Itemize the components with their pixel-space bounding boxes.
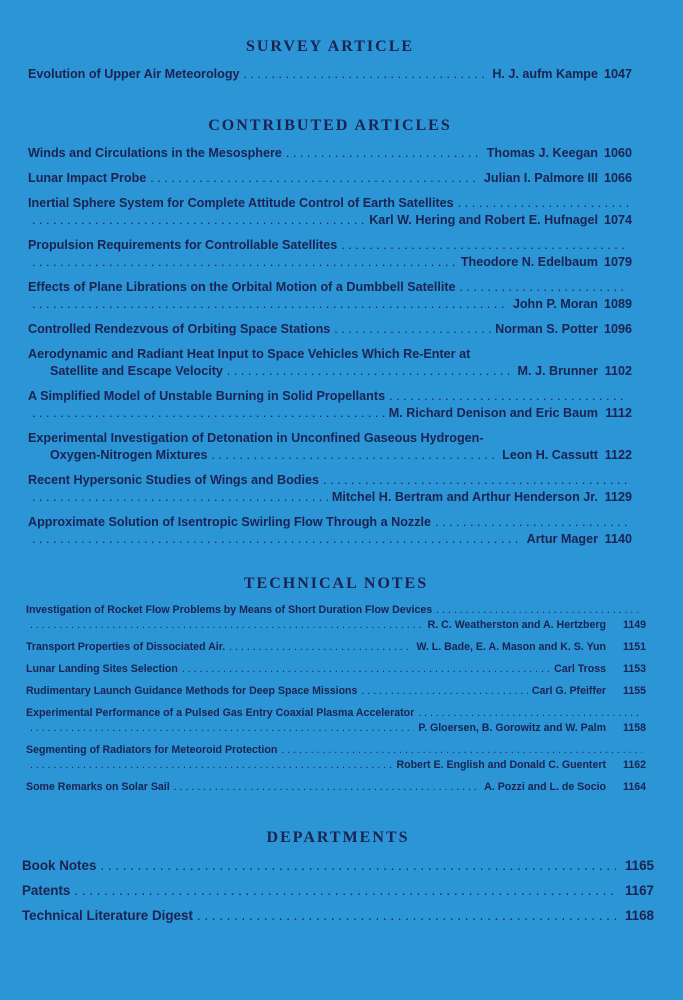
entry-title: Experimental Investigation of Detonation in Unconfined Gaseous Hydrogen- xyxy=(28,431,484,445)
entry-title: Investigation of Rocket Flow Problems by Means of Short Duration Flow Devices xyxy=(26,604,433,616)
toc-entry xyxy=(26,780,646,795)
toc-entry xyxy=(26,684,646,699)
entry-author-row xyxy=(26,758,646,773)
entry-title-row xyxy=(26,603,646,618)
entry-authors: M. J. Brunner xyxy=(517,364,598,378)
entry-authors: W. L. Bade, E. A. Mason and K. S. Yun xyxy=(416,641,606,653)
toc-entry xyxy=(22,857,654,875)
entry-title-row xyxy=(26,743,646,758)
entry-authors: H. J. aufm Kampe xyxy=(492,67,598,81)
entry-title-row xyxy=(26,684,646,699)
dot-leader xyxy=(197,907,616,925)
dot-leader xyxy=(361,684,527,699)
entry-title: Book Notes xyxy=(22,858,97,873)
dot-leader xyxy=(418,706,642,721)
entry-title-row xyxy=(22,857,654,875)
entry-page-number: 1164 xyxy=(623,781,646,793)
toc-entry xyxy=(26,662,646,677)
toc-entry xyxy=(26,603,646,633)
toc-entry xyxy=(28,145,632,162)
entry-title: Controlled Rendezvous of Orbiting Space Stations xyxy=(28,322,331,336)
entry-authors: Mitchel H. Bertram and Arthur Henderson Jr. xyxy=(331,490,598,504)
entry-title: Inertial Sphere System for Complete Attitude Control of Earth Satellites xyxy=(28,196,454,210)
dot-leader xyxy=(244,66,489,83)
dot-leader xyxy=(32,212,365,229)
toc-entry xyxy=(28,66,632,83)
dot-leader xyxy=(281,743,642,758)
entry-authors: Norman S. Potter xyxy=(495,322,598,336)
entry-title: Rudimentary Launch Guidance Methods for Deep Space Missions xyxy=(26,685,358,697)
entry-title: Technical Literature Digest xyxy=(22,908,193,923)
toc-entry xyxy=(28,321,632,338)
dot-leader xyxy=(286,145,483,162)
entry-page-number: 1149 xyxy=(623,619,646,631)
toc-entry xyxy=(28,346,632,380)
toc-entry xyxy=(28,472,632,506)
toc-entry xyxy=(28,170,632,187)
entry-authors: Thomas J. Keegan xyxy=(486,146,598,160)
survey-article-section xyxy=(28,38,632,83)
entry-page-number: 1074 xyxy=(603,213,632,227)
entry-page-number: 1089 xyxy=(603,297,632,311)
entry-title-row xyxy=(28,195,632,212)
dot-leader xyxy=(389,388,628,405)
technical-notes-section xyxy=(26,575,646,802)
entry-page-number: 1140 xyxy=(604,532,632,546)
toc-entry xyxy=(26,743,646,773)
dot-leader xyxy=(74,882,616,900)
entry-page-number: 1165 xyxy=(624,858,654,873)
entry-title-row xyxy=(28,430,632,447)
contributed-articles-section xyxy=(28,117,632,556)
entry-author-row xyxy=(28,212,632,229)
dot-leader xyxy=(32,405,385,422)
entry-title-row xyxy=(28,279,632,296)
dot-leader xyxy=(32,531,523,548)
entry-title: Lunar Landing Sites Selection xyxy=(26,663,178,675)
entry-authors: P. Gloersen, B. Gorowitz and W. Palm xyxy=(418,722,606,734)
entry-page-number: 1122 xyxy=(604,448,632,462)
entry-title-row xyxy=(28,66,632,83)
entry-title: Approximate Solution of Isentropic Swirling Flow Through a Nozzle xyxy=(28,515,432,529)
entry-authors: Carl Tross xyxy=(554,663,606,675)
dot-leader xyxy=(30,721,414,736)
dot-leader xyxy=(32,489,328,506)
entry-author-row xyxy=(28,447,632,464)
entry-page-number: 1060 xyxy=(603,146,632,160)
dot-leader xyxy=(211,447,498,464)
entry-author-row xyxy=(28,254,632,271)
entry-page-number: 1047 xyxy=(603,67,632,81)
entry-title-row xyxy=(28,145,632,162)
toc-entry xyxy=(22,882,654,900)
toc-entry xyxy=(28,195,632,229)
dot-leader xyxy=(174,780,480,795)
entry-authors: Robert E. English and Donald C. Guentert xyxy=(396,759,606,771)
entry-title-continued: Satellite and Escape Velocity xyxy=(50,364,223,378)
dot-leader xyxy=(30,618,424,633)
entry-page-number: 1158 xyxy=(623,722,646,734)
entry-page-number: 1129 xyxy=(604,490,632,504)
entry-title-row xyxy=(26,662,646,677)
entry-author-row xyxy=(28,405,632,422)
entry-page-number: 1151 xyxy=(623,641,646,653)
entry-author-row xyxy=(26,618,646,633)
entry-title: Experimental Performance of a Pulsed Gas Entry Coaxial Plasma Accelerator xyxy=(26,707,415,719)
entry-page-number: 1168 xyxy=(624,908,654,923)
entry-title: Effects of Plane Librations on the Orbital Motion of a Dumbbell Satellite xyxy=(28,280,456,294)
entry-author-row xyxy=(28,296,632,313)
entry-title-row xyxy=(28,472,632,489)
entry-author-row xyxy=(26,721,646,736)
entry-page-number: 1096 xyxy=(603,322,632,336)
entry-page-number: 1102 xyxy=(604,364,632,378)
entry-authors: John P. Moran xyxy=(512,297,598,311)
dot-leader xyxy=(341,237,628,254)
entry-title-row xyxy=(26,706,646,721)
dot-leader xyxy=(150,170,480,187)
entry-authors: R. C. Weatherston and A. Hertzberg xyxy=(427,619,606,631)
section-heading: CONTRIBUTED ARTICLES xyxy=(208,117,452,134)
entry-title-row xyxy=(26,640,646,655)
entry-title-row xyxy=(26,780,646,795)
entry-authors: M. Richard Denison and Eric Baum xyxy=(388,406,598,420)
dot-leader xyxy=(32,296,509,313)
entry-title: Patents xyxy=(22,883,71,898)
toc-entry xyxy=(28,237,632,271)
dot-leader xyxy=(32,254,457,271)
entry-page-number: 1167 xyxy=(624,883,654,898)
dot-leader xyxy=(435,514,628,531)
entry-title: Evolution of Upper Air Meteorology xyxy=(28,67,240,81)
entry-page-number: 1112 xyxy=(605,406,632,420)
entry-authors: Leon H. Cassutt xyxy=(502,448,598,462)
entry-title: A Simplified Model of Unstable Burning in Solid Propellants xyxy=(28,389,386,403)
departments-section xyxy=(22,829,654,932)
entry-title: Winds and Circulations in the Mesosphere xyxy=(28,146,282,160)
entry-title-continued: Oxygen-Nitrogen Mixtures xyxy=(50,448,208,462)
entry-title: Some Remarks on Solar Sail xyxy=(26,781,170,793)
dot-leader xyxy=(100,857,616,875)
entry-title-row xyxy=(22,882,654,900)
entry-page-number: 1066 xyxy=(603,171,632,185)
entry-authors: Karl W. Hering and Robert E. Hufnagel xyxy=(369,213,598,227)
dot-leader xyxy=(334,321,491,338)
entry-title: Segmenting of Radiators for Meteoroid Protection xyxy=(26,744,278,756)
entry-author-row xyxy=(28,531,632,548)
entry-title: Transport Properties of Dissociated Air. xyxy=(26,641,226,653)
toc-entry xyxy=(26,706,646,736)
toc-entry xyxy=(28,279,632,313)
dot-leader xyxy=(229,640,412,655)
entry-page-number: 1079 xyxy=(603,255,632,269)
section-heading: DEPARTMENTS xyxy=(266,829,410,846)
dot-leader xyxy=(182,662,550,677)
entry-title-row xyxy=(22,907,654,925)
entry-page-number: 1162 xyxy=(623,759,646,771)
entry-title-row xyxy=(28,514,632,531)
dot-leader xyxy=(30,758,392,773)
entry-title: Lunar Impact Probe xyxy=(28,171,147,185)
dot-leader xyxy=(323,472,628,489)
entry-authors: Theodore N. Edelbaum xyxy=(460,255,598,269)
entry-title: Recent Hypersonic Studies of Wings and Bodies xyxy=(28,473,319,487)
dot-leader xyxy=(227,363,514,380)
entry-page-number: 1155 xyxy=(623,685,646,697)
entry-title-row xyxy=(28,321,632,338)
toc-entry xyxy=(22,907,654,925)
entry-authors: A. Pozzi and L. de Socio xyxy=(484,781,606,793)
toc-entry xyxy=(28,514,632,548)
entry-title: Aerodynamic and Radiant Heat Input to Space Vehicles Which Re-Enter at xyxy=(28,347,471,361)
entry-title-row xyxy=(28,170,632,187)
entry-title-row xyxy=(28,346,632,363)
entry-page-number: 1153 xyxy=(623,663,646,675)
toc-entry xyxy=(26,640,646,655)
toc-entry xyxy=(28,430,632,464)
dot-leader xyxy=(436,603,642,618)
entry-authors: Julian I. Palmore III xyxy=(483,171,598,185)
entry-authors: Artur Mager xyxy=(526,532,598,546)
section-heading: SURVEY ARTICLE xyxy=(245,38,415,55)
entry-authors: Carl G. Pfeiffer xyxy=(531,685,606,697)
entry-title-row xyxy=(28,237,632,254)
toc-entry xyxy=(28,388,632,422)
entry-author-row xyxy=(28,489,632,506)
entry-title: Propulsion Requirements for Controllable Satellites xyxy=(28,238,338,252)
entry-title-row xyxy=(28,388,632,405)
entry-author-row xyxy=(28,363,632,380)
dot-leader xyxy=(460,279,628,296)
dot-leader xyxy=(458,195,628,212)
section-heading: TECHNICAL NOTES xyxy=(243,575,429,592)
